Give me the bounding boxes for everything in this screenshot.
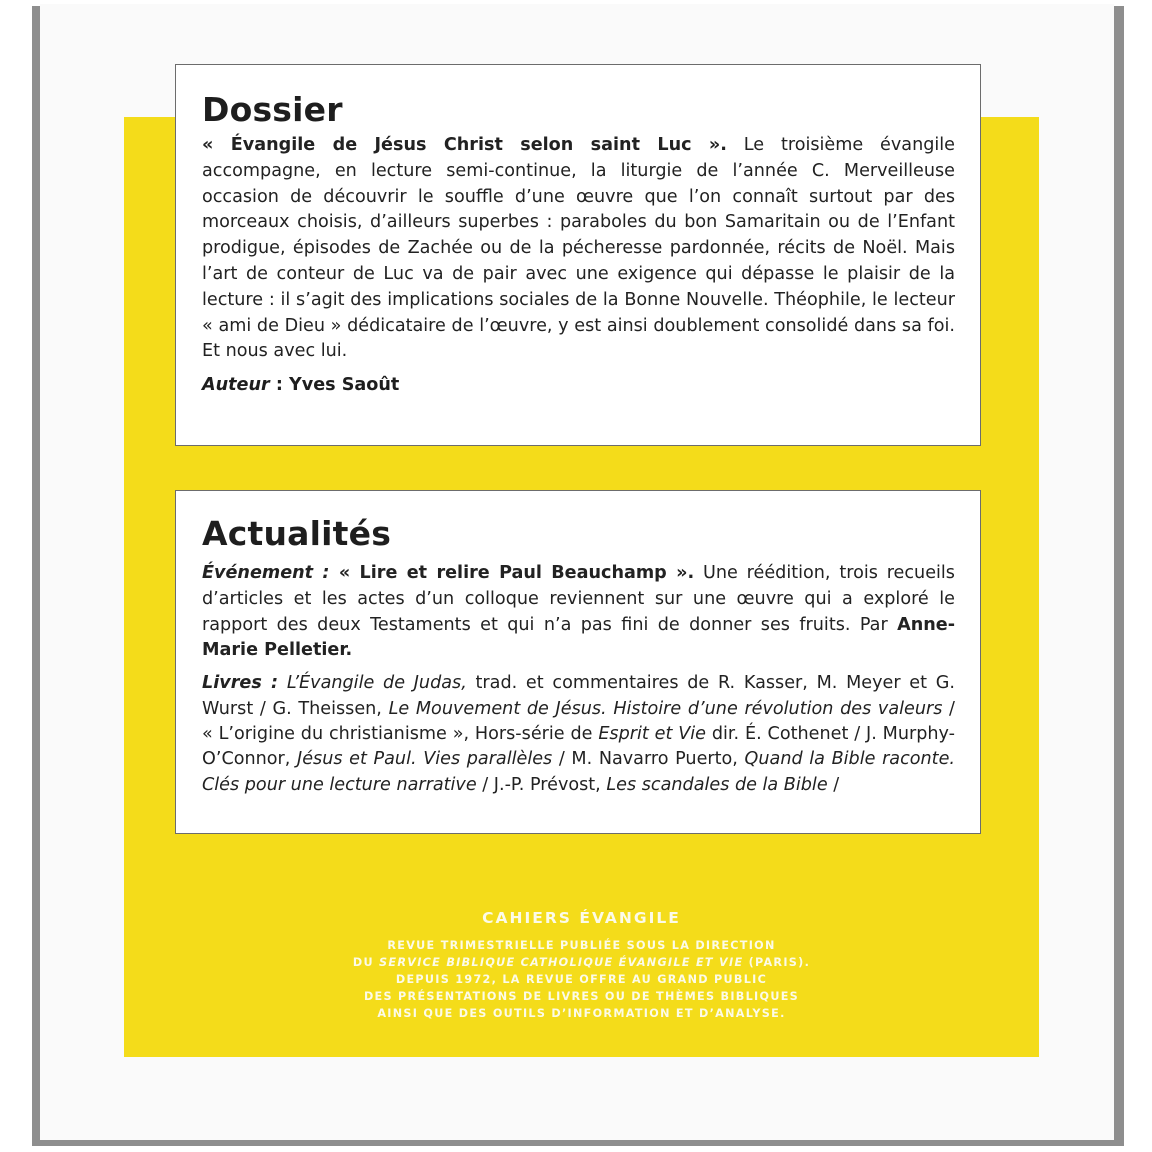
brand-name: CAHIERS ÉVANGILE [482, 909, 681, 927]
author-label: Auteur [202, 375, 270, 396]
book-title: L’Évangile de Judas, [278, 673, 467, 694]
footer-line-italic: SERVICE BIBLIQUE CATHOLIQUE ÉVANGILE ET VIE [379, 956, 744, 969]
footer-line [124, 954, 1039, 971]
brand-description [124, 937, 1039, 1022]
footer-line: REVUE TRIMESTRIELLE PUBLIÉE SOUS LA DIRECTION [387, 939, 776, 952]
book-title: Le Mouvement de Jésus. Histoire d’une révolution des valeurs [388, 698, 943, 719]
event-paragraph [202, 561, 955, 664]
books-paragraph [202, 671, 955, 798]
dossier-body: Le troisième évangile accompagne, en lecture semi-continue, la liturgie de l’année C. Merveilleuse occasion de découvrir le souffle d’une œuvre que l’on connaît surtout par des morceaux choisis, d’ailleurs superbes : paraboles du bon Samaritain ou de l’Enfant prodigue, épisodes de Zachée ou de la pécheresse pardonnée, récits de Noël. Mais l’art de conteur de Luc va de pair avec une exigence qui dépasse le plaisir de la lecture : il s’agit des implications sociales de la Bonne Nouvelle. Théophile, le lecteur « ami de Dieu » dédicataire de l’œuvre, y est ainsi doublement consolidé dans sa foi. Et nous avec lui. [202, 135, 955, 362]
publisher-footer [124, 907, 1039, 1022]
footer-line: DEPUIS 1972, LA REVUE OFFRE AU GRAND PUBLIC [395, 973, 768, 986]
book-note: / J.-P. Prévost, [476, 774, 607, 795]
book-title: Les scandales de la Bible [606, 774, 828, 795]
event-body: Une réédition, trois recueils d’articles et les actes d’un colloque reviennent sur une œuvre qui a exploré le rapport des deux Testaments et qui n’a pas fini de donner ses fruits. Par [202, 563, 955, 635]
book-note: / M. Navarro Puerto, [552, 749, 745, 770]
dossier-box [175, 64, 981, 446]
author-name: Yves Saoût [288, 375, 400, 396]
book-note: / « L’origine du christianisme », Hors-série de [202, 698, 955, 744]
book-note: dir. É. Cothenet / J. Murphy-O’Connor, [202, 724, 955, 770]
event-label: Événement : [202, 563, 330, 583]
footer-line: DES PRÉSENTATIONS DE LIVRES OU DE THÈMES BIBLIQUES [363, 990, 800, 1003]
book-note: trad. et commentaires de R. Kasser, M. Meyer et G. Wurst / G. Theissen, [202, 673, 955, 719]
event-title: « Lire et relire Paul Beauchamp ». [329, 563, 695, 583]
footer-line: AINSI QUE DES OUTILS D’INFORMATION ET D’ANALYSE. [377, 1007, 786, 1020]
books-label: Livres : [202, 673, 279, 694]
event-author: Anne-Marie Pelletier. [202, 614, 955, 661]
book-title: Jésus et Paul. Vies parallèles [297, 749, 553, 770]
book-title: Esprit et Vie [598, 724, 706, 744]
book-title: Quand la Bible raconte. Clés pour une lecture narrative [202, 749, 955, 795]
dossier-title: Dossier [202, 90, 343, 129]
actualites-box [175, 490, 981, 834]
dossier-paragraph [202, 133, 955, 365]
footer-line-post: (PARIS). [743, 956, 811, 969]
author-sep: : [269, 375, 289, 396]
dossier-lead: « Évangile de Jésus Christ selon saint Luc ». [202, 135, 727, 155]
footer-line-pre: DU [352, 956, 380, 969]
dossier-author [202, 373, 955, 398]
book-note: / [827, 774, 840, 795]
actualites-title: Actualités [202, 514, 392, 553]
